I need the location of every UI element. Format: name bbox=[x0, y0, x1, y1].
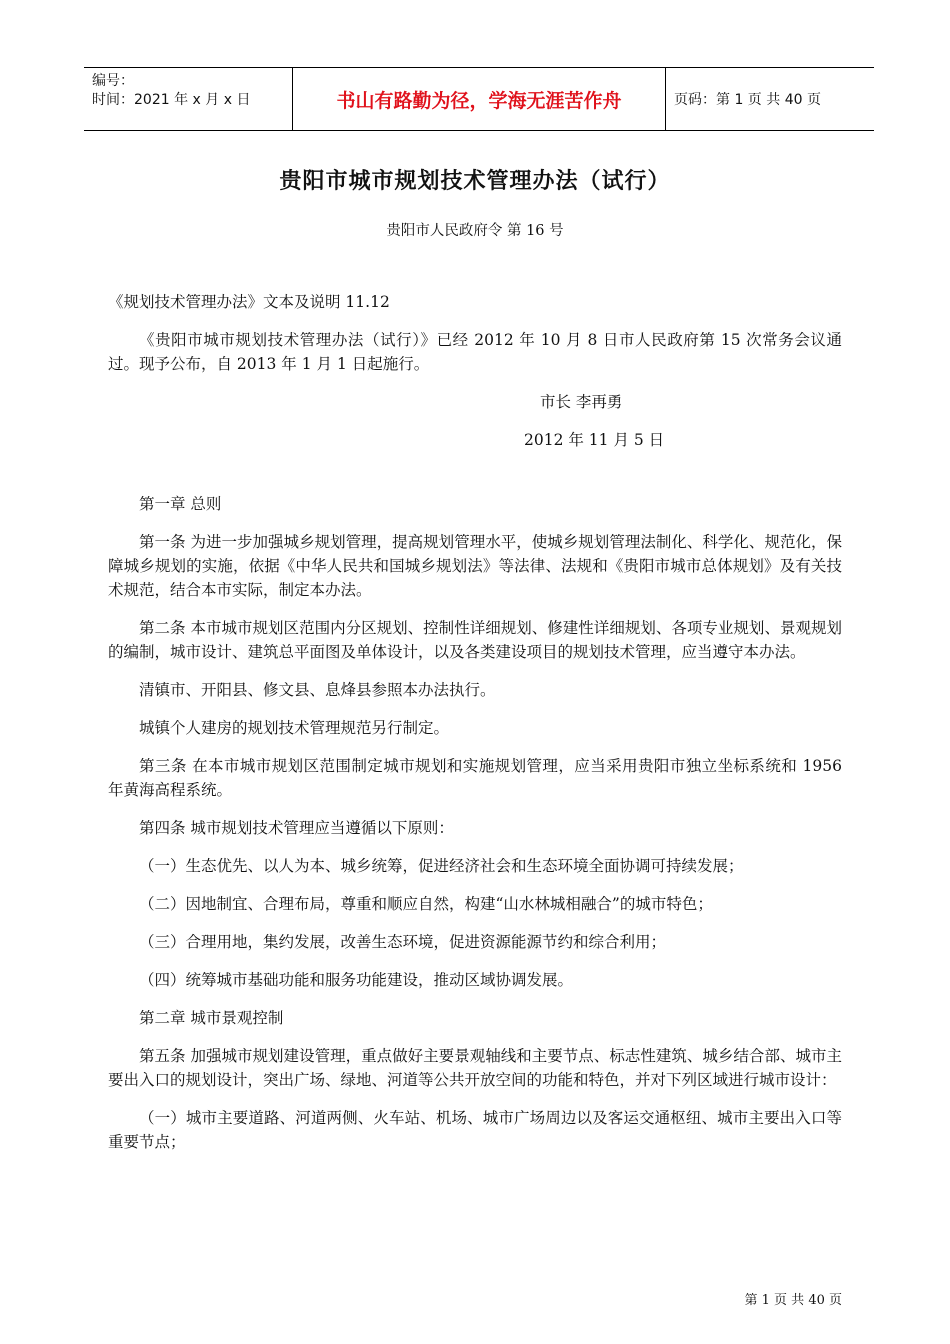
number-label: 编号： bbox=[92, 73, 134, 89]
page-footer: 第 1 页 共 40 页 bbox=[744, 1293, 842, 1308]
article: 第二条 本市城市规划区范围内分区规划、控制性详细规划、修建性详细规划、各项专业规划、景观规划的编制，城市设计、建筑总平面图及单体设计，以及各类建设项目的规划技术管理，应当遵守本办法。 bbox=[108, 619, 842, 661]
list-item: （一）城市主要道路、河道两侧、火车站、机场、城市广场周边以及客运交通枢纽、城市主要出入口等重要节点； bbox=[108, 1109, 842, 1151]
document-subtitle: 贵阳市人民政府令 第 16 号 bbox=[386, 223, 564, 239]
article: 第三条 在本市城市规划区范围制定城市规划和实施规划管理，应当采用贵阳市独立坐标系统和 1956 年黄海高程系统。 bbox=[108, 757, 842, 799]
list-item: （四）统筹城市基础功能和服务功能建设，推动区域协调发展。 bbox=[139, 971, 574, 989]
spacer bbox=[108, 466, 842, 492]
chapter-heading: 第一章 总则 bbox=[139, 495, 222, 513]
time-label: 时间：2021 年 x 月 x 日 bbox=[92, 92, 251, 108]
article: 第一条 为进一步加强城乡规划管理，提高规划管理水平，使城乡规划管理法制化、科学化、规范化，保障城乡规划的实施，依据《中华人民共和国城乡规划法》等法律、法规和《贵阳市城市总体规划》及有关技术规范，结合本市实际，制定本办法。 bbox=[108, 533, 842, 599]
paragraph: 《规划技术管理办法》文本及说明 11.12 bbox=[108, 293, 390, 311]
paragraph: 清镇市、开阳县、修文县、息烽县参照本办法执行。 bbox=[139, 681, 496, 699]
page-header bbox=[84, 67, 874, 131]
chapter-heading: 第二章 城市景观控制 bbox=[139, 1009, 284, 1027]
article: 第五条 加强城市规划建设管理，重点做好主要景观轴线和主要节点、标志性建筑、城乡结合部、城市主要出入口的规划设计，突出广场、绿地、河道等公共开放空间的功能和特色，并对下列区域进行城市设计： bbox=[108, 1047, 842, 1089]
paragraph: 《贵阳市城市规划技术管理办法（试行）》已经 2012 年 10 月 8 日市人民政府第 15 次常务会议通过。现予公布，自 2013 年 1 月 1 日起施行。 bbox=[108, 331, 842, 373]
article: 第四条 城市规划技术管理应当遵循以下原则： bbox=[139, 819, 454, 837]
list-item: （二）因地制宜、合理布局，尊重和顺应自然，构建“山水林城相融合”的城市特色； bbox=[139, 895, 713, 913]
motto-text: 书山有路勤为径，学海无涯苦作舟 bbox=[336, 89, 622, 112]
signature: 市长 李再勇 bbox=[540, 393, 623, 411]
page-label: 页码：第 1 页 共 40 页 bbox=[674, 92, 821, 108]
header-meta bbox=[84, 68, 293, 130]
header-page bbox=[666, 68, 874, 130]
paragraph: 城镇个人建房的规划技术管理规范另行制定。 bbox=[139, 719, 450, 737]
list-item: （三）合理用地，集约发展，改善生态环境，促进资源能源节约和综合利用； bbox=[139, 933, 667, 951]
header-motto bbox=[293, 68, 666, 130]
document-body bbox=[108, 290, 842, 1168]
signature-date: 2012 年 11 月 5 日 bbox=[524, 431, 665, 449]
document-title: 贵阳市城市规划技术管理办法（试行） bbox=[279, 169, 671, 194]
list-item: （一）生态优先、以人为本、城乡统筹，促进经济社会和生态环境全面协调可持续发展； bbox=[139, 857, 744, 875]
